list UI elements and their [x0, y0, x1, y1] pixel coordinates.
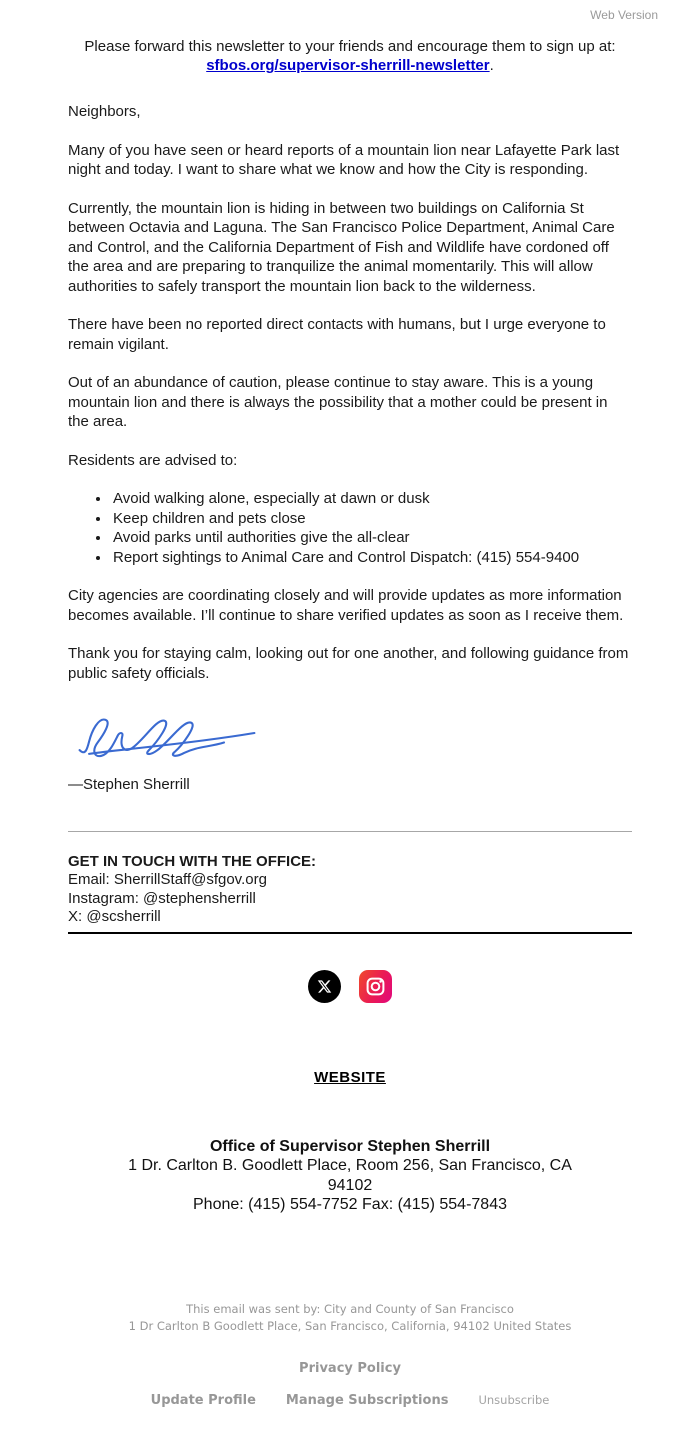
paragraph-report: Many of you have seen or heard reports of a mountain lion near Lafayette Park last night and today. I want to share what we know and how the City is responding.	[68, 141, 620, 178]
instagram-logo-glyph	[359, 970, 392, 1003]
manage-subscriptions-link[interactable]: Manage Subscriptions	[285, 1392, 449, 1408]
website-link[interactable]: WEBSITE	[314, 1068, 386, 1086]
signature-scribble	[72, 702, 262, 764]
footer-links-row	[68, 1393, 632, 1434]
contact-block	[68, 853, 632, 927]
footer-sent-by: This email was sent by: City and County of San Francisco	[186, 1301, 514, 1316]
list-item-report-sightings: • Report sightings to Animal Care and Control Dispatch: (415) 554-9400	[111, 548, 632, 568]
contact-heading: GET IN TOUCH WITH THE OFFICE:	[68, 852, 317, 870]
office-info-block	[68, 1137, 632, 1215]
instagram-icon[interactable]	[359, 970, 392, 1003]
office-name: Office of Supervisor Stephen Sherrill	[209, 1137, 491, 1155]
unsubscribe-link[interactable]: Unsubscribe	[478, 1392, 550, 1407]
salutation: Neighbors,	[68, 103, 141, 120]
paragraph-caution: Out of an abundance of caution, please continue to stay aware. This is a young mountain lion and there is always the possibility that a mother could be present in the area.	[68, 374, 608, 430]
forward-note: Please forward this newsletter to your friends and encourage them to sign up at:	[84, 38, 616, 55]
x-logo-glyph	[317, 979, 332, 994]
topbar	[0, 0, 700, 24]
advice-list-intro: Residents are advised to:	[68, 451, 238, 469]
email-content	[68, 37, 632, 1434]
paragraph-updates: City agencies are coordinating closely and will provide updates as more information becomes available. I’ll continue to share verified updates as soon as I receive them.	[68, 587, 624, 624]
paragraph-no-contacts: There have been no reported direct contacts with humans, but I urge everyone to remain vigilant.	[68, 316, 606, 353]
list-item-parks: • Avoid parks until authorities give the all-clear	[111, 528, 632, 548]
signature-image	[72, 702, 632, 769]
web-version-link[interactable]: Web Version	[590, 8, 658, 22]
footer-privacy-row	[68, 1357, 632, 1376]
signoff-name: —Stephen Sherrill	[68, 776, 190, 793]
advice-list	[68, 489, 632, 567]
website-row	[68, 1069, 632, 1087]
letter-body	[68, 102, 632, 795]
list-item-children-pets: • Keep children and pets close	[111, 509, 632, 529]
social-icons-row	[68, 970, 632, 1003]
forward-note-link-line	[68, 56, 632, 75]
contact-x: X: @scsherrill	[68, 908, 161, 925]
privacy-policy-link[interactable]: Privacy Policy	[299, 1360, 401, 1376]
office-address-line2: 94102	[327, 1176, 373, 1194]
paragraph-current-status: Currently, the mountain lion is hiding in between two buildings on California St between Octavia and Laguna. The San Francisco Police Department, Animal Care and Control, and the California Department of Fish and Wildlife have cordoned off the area and are preparing to tranquilize the animal momentarily. This will allow authorities to safely transport the mountain lion back to the wilderness.	[68, 199, 615, 295]
footer-sender-address: 1 Dr Carlton B Goodlett Place, San Francisco, California, 94102 United States	[128, 1318, 572, 1333]
divider-thin	[68, 831, 632, 832]
contact-email: Email: SherrillStaff@sfgov.org	[68, 871, 267, 888]
update-profile-link[interactable]: Update Profile	[150, 1392, 256, 1408]
newsletter-signup-link[interactable]: sfbos.org/supervisor-sherrill-newsletter	[206, 57, 490, 74]
office-address-line1: 1 Dr. Carlton B. Goodlett Place, Room 256, San Francisco, CA	[128, 1157, 572, 1174]
office-phone-fax: Phone: (415) 554-7752 Fax: (415) 554-7843	[193, 1196, 507, 1213]
signup-link-period: .	[489, 57, 494, 74]
contact-instagram: Instagram: @stephensherrill	[68, 889, 256, 907]
divider-thick	[68, 932, 632, 934]
paragraph-thanks: Thank you for staying calm, looking out for one another, and following guidance from public safety officials.	[68, 645, 629, 682]
list-item-walking: • Avoid walking alone, especially at dawn or dusk	[111, 489, 632, 509]
x-icon[interactable]	[308, 970, 341, 1003]
